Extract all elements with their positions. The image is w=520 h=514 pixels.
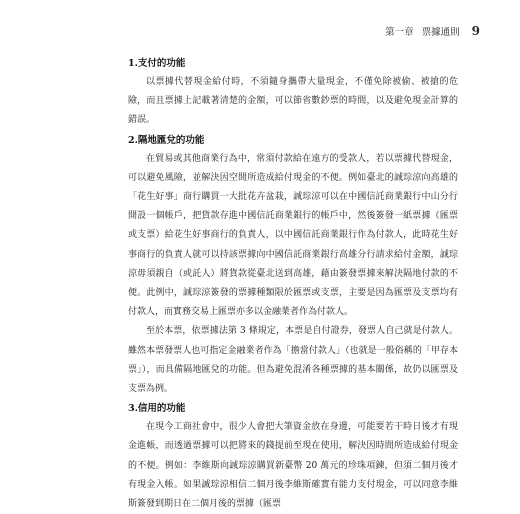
paragraph: 在現今工商社會中，很少人會把大筆資金放在身邊，可能要若干時日後才有現金進帳，而透過票據可以把將來的錢提前至現在使用，解決因時間所造成給付現金的不便。例如：李維斯向誠琮涼購買新臺幣 20 萬元的珍珠項鍊，但須二個月後才有現金入帳。如果誠琮涼相信二個月後李維斯確實有能力支付現金，可以同意李維斯簽發到期日在二個月後的票據（匯票 <box>128 422 458 510</box>
chapter-title: 票據通則 <box>421 27 460 38</box>
paragraph: 以票據代替現金給付時，不須隨身攜帶大量現金，不僅免除被偷、被搶的危險，而且票據上記載著清楚的金額，可以節省數鈔票的時間，以及避免現金計算的錯誤。 <box>128 77 458 126</box>
section-heading-remittance: 2.隔地匯兌的功能 <box>128 134 205 146</box>
page-number: 9 <box>471 24 480 38</box>
paragraph: 在貿易或其他商業行為中，常須付款給在遠方的受款人，若以票據代替現金，可以避免風險，並解決因空間所造成給付現金的不便。例如臺北的誠琮涼向高雄的「花生好事」商行購買一大批花卉盆栽，誠琮涼可以在中國信託商業銀行中山分行開設一個帳戶，把貨款存進中國信託商業銀行的帳戶中，然後簽發一紙票據（匯票或支票）給花生好事商行的負責人，以中國信託商業銀行作為付款人，此時花生好事商行的負責人就可以持該票據向中國信託商業銀行高雄分行請求給付金額，誠琮涼毋須親自（或託人）將貨款從臺北送到高雄，藉由簽發票據來解決隔地付款的不便。此例中，誠琮涼簽發的票據種類限於匯票或支票，主要是因為匯票及支票均有付款人，而實務交易上匯票亦多以金融業者作為付款人。 <box>128 153 458 318</box>
page-body <box>128 54 458 514</box>
chapter-label: 第一章 <box>385 27 414 38</box>
running-header <box>385 24 480 38</box>
section-heading-payment: 1.支付的功能 <box>128 58 186 69</box>
paragraph: 至於本票，依票據法第 3 條規定，本票是自付證券，發票人自己就是付款人。雖然本票發票人也可指定金融業者作為「擔當付款人」（也就是一般俗稱的「甲存本票」），而具備隔地匯兌的功能。但為避免混淆各種票據的基本關係，故仍以匯票及支票為例。 <box>128 326 458 395</box>
section-heading-credit: 3.信用的功能 <box>128 403 186 415</box>
